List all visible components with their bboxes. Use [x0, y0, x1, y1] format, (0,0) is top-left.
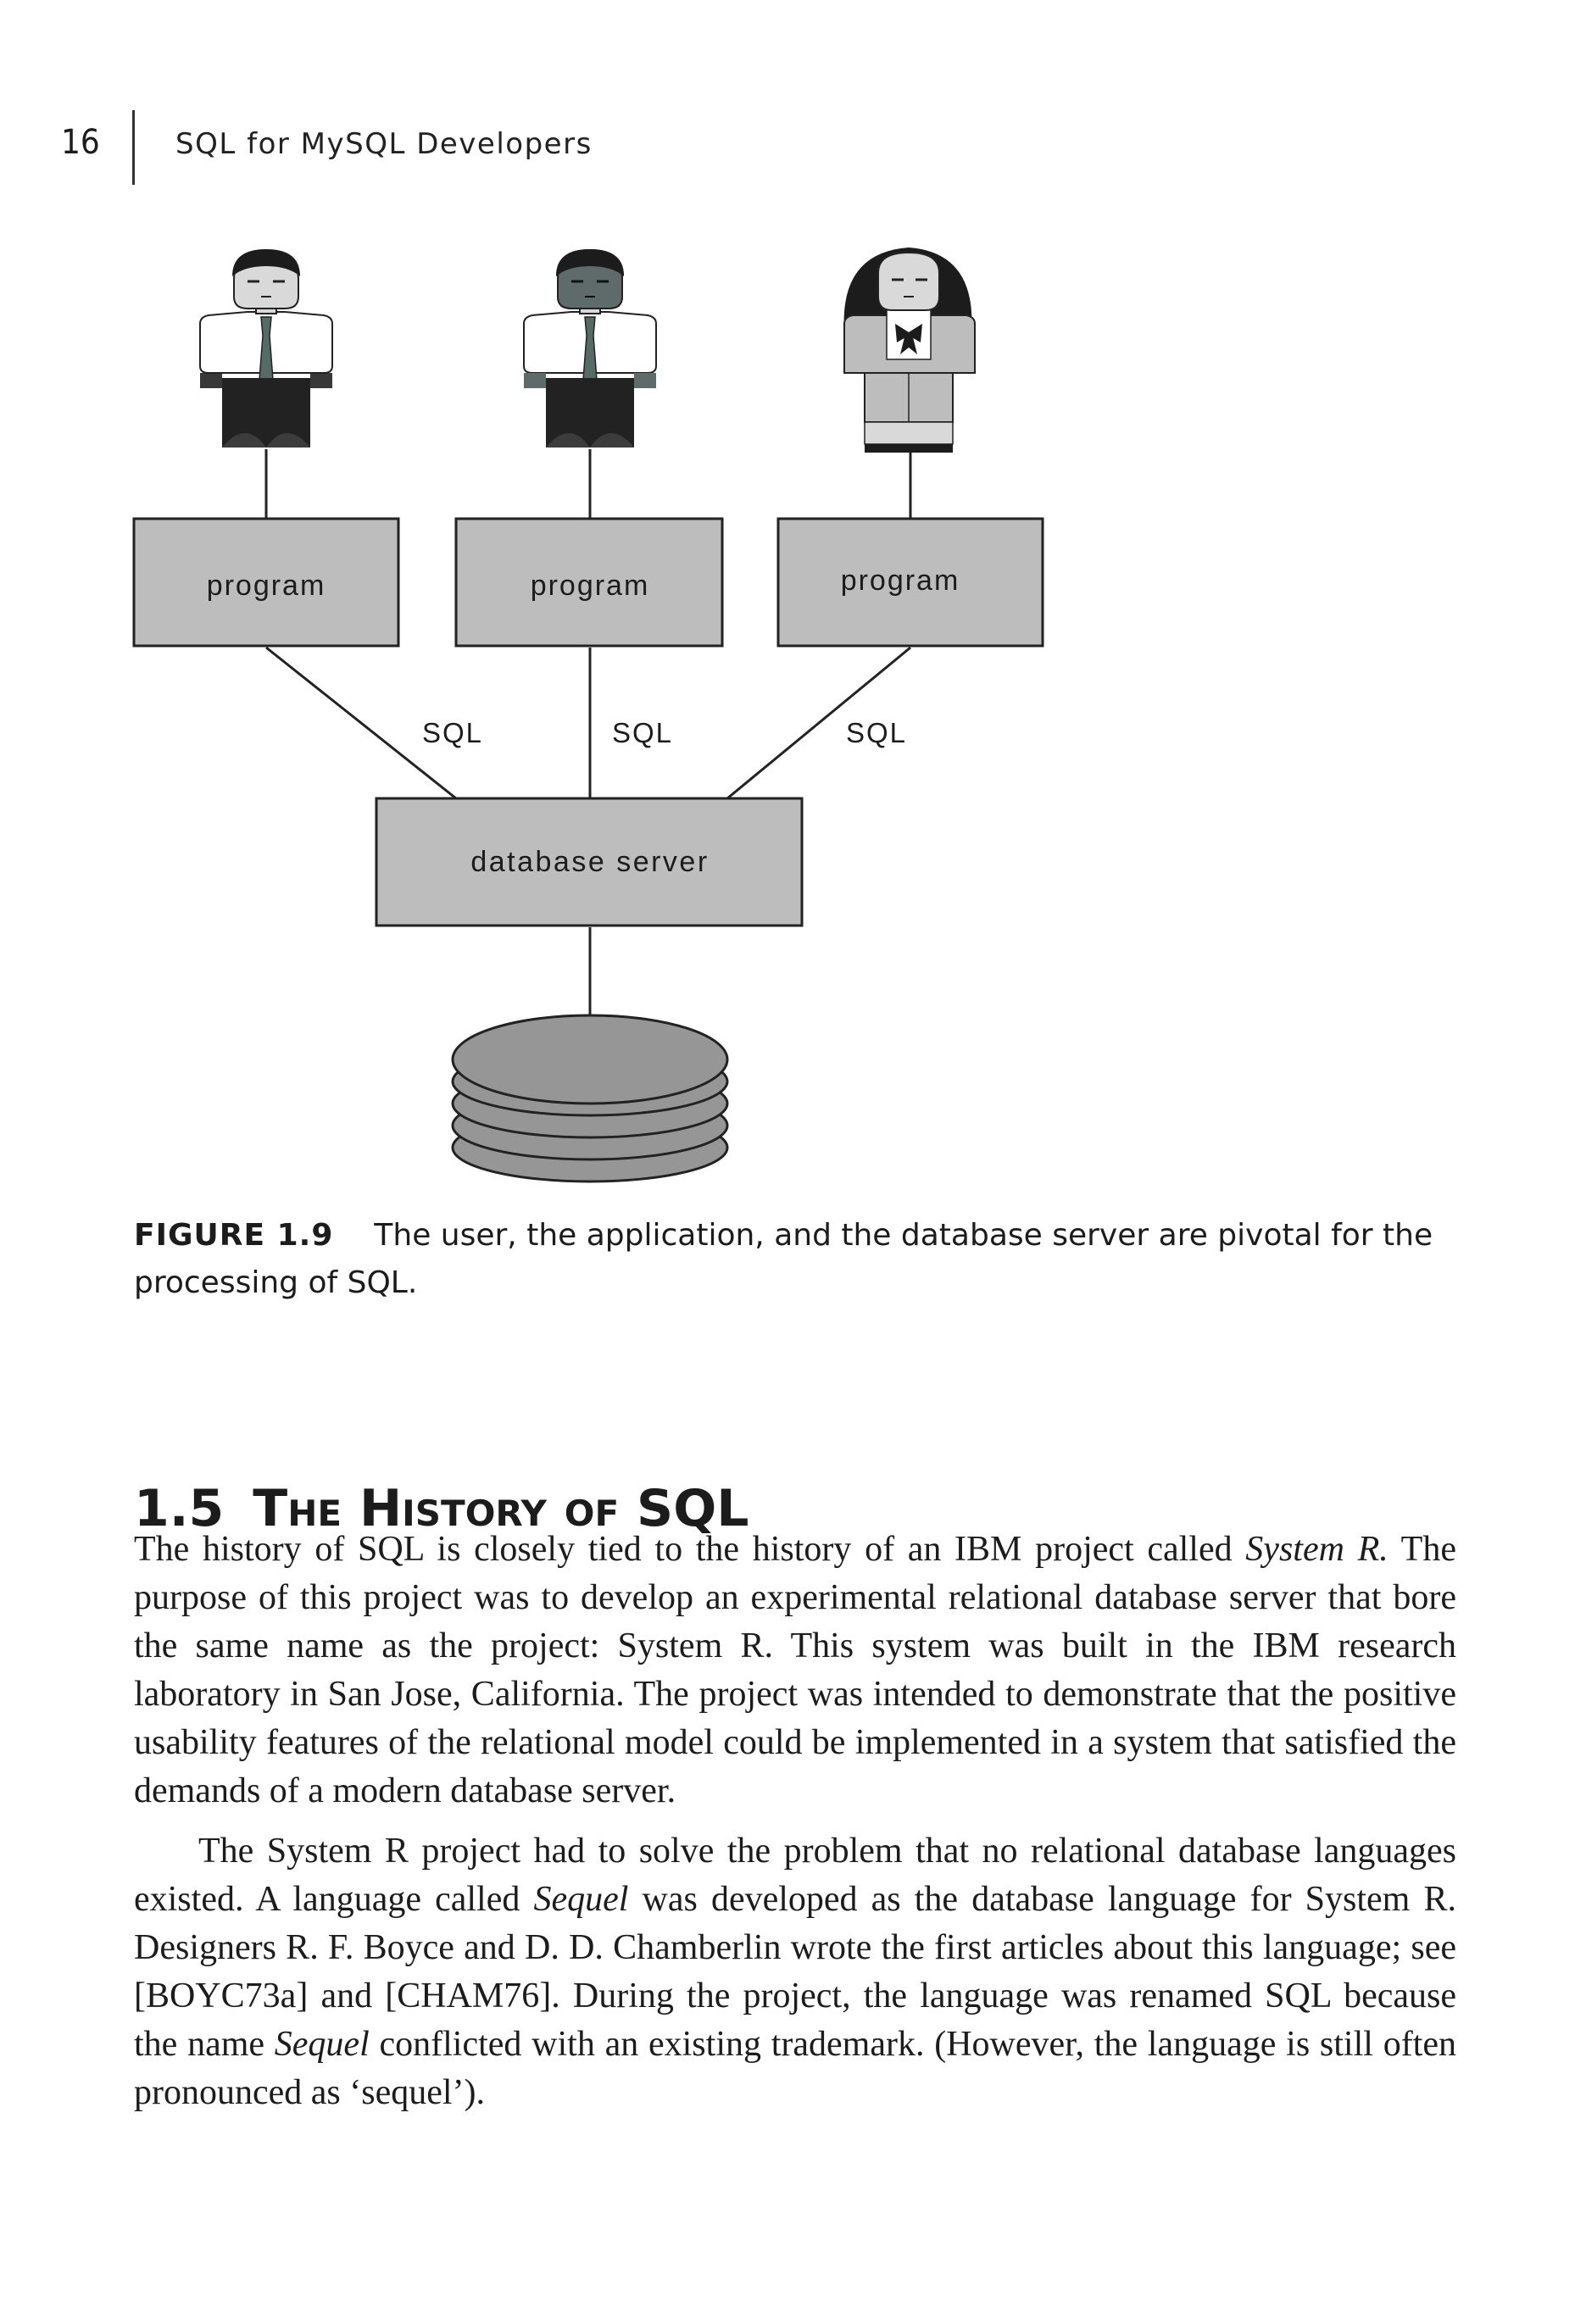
- paragraph-2-emphasis: Sequel: [533, 1880, 629, 1919]
- header-divider: [132, 110, 135, 185]
- body-text: [134, 1526, 1456, 2129]
- page-number: 16: [61, 123, 100, 162]
- paragraph-2-text: The System R project had to solve the problem that no relational database languages existed. A language called: [134, 1832, 1456, 1919]
- paragraph-2-emphasis-2: Sequel: [274, 2025, 370, 2064]
- program-label-1: program: [206, 570, 326, 602]
- sql-label-2: SQL: [611, 717, 674, 748]
- figure-label: FIGURE 1.9: [134, 1218, 334, 1253]
- paragraph-1-emphasis: System R.: [1245, 1530, 1389, 1569]
- paragraph-2-text-cont: was developed as the database language for System R. Designers R. F. Boyce and D. D. Chamberlin wrote the first articles about this language; see [BOYC73a] and [CHAM76]. During the project, the language was renamed SQL because the name: [134, 1880, 1456, 2064]
- sql-label-1: SQL: [421, 717, 484, 748]
- paragraph-2-text-end: conflicted with an existing trademark. (However, the language is still often pronounced as ‘sequel’).: [134, 2025, 1456, 2112]
- database-server-box: [376, 798, 802, 926]
- user-man-icon: [200, 249, 332, 448]
- paragraph-2: [134, 1827, 1456, 2117]
- section-title: The History of SQL: [253, 1478, 749, 1538]
- figure-caption: [134, 1212, 1456, 1307]
- program-box-3: [778, 519, 1043, 646]
- figure-caption-text: The user, the application, and the database server are pivotal for the processing of SQL.: [134, 1218, 1433, 1300]
- program-box-2: [456, 519, 722, 646]
- program-box-1: [134, 519, 398, 646]
- section-number: 1.5: [134, 1478, 225, 1538]
- database-stack-icon: [453, 1015, 727, 1181]
- sql-label-3: SQL: [845, 717, 908, 748]
- program-label-3: program: [840, 564, 960, 597]
- running-head: SQL for MySQL Developers: [175, 127, 593, 161]
- paragraph-1-text: The history of SQL is closely tied to the history of an IBM project called: [134, 1530, 1246, 1569]
- program-label-2: program: [530, 570, 650, 602]
- paragraph-1-text-cont: The purpose of this project was to develop an experimental relational database server that bore the same name as the project: System R. This system was built in the IBM research laboratory in San Jose, California. The project was intended to demonstrate that the positive usability features of the relational model could be implemented in a system that satisfied the demands of a modern database server.: [134, 1530, 1456, 1810]
- figure-diagram: [0, 229, 1575, 1195]
- paragraph-1: [134, 1526, 1456, 1815]
- user-man-dark-icon: [524, 249, 656, 448]
- database-server-label: database server: [470, 846, 710, 878]
- user-woman-icon: [844, 247, 975, 453]
